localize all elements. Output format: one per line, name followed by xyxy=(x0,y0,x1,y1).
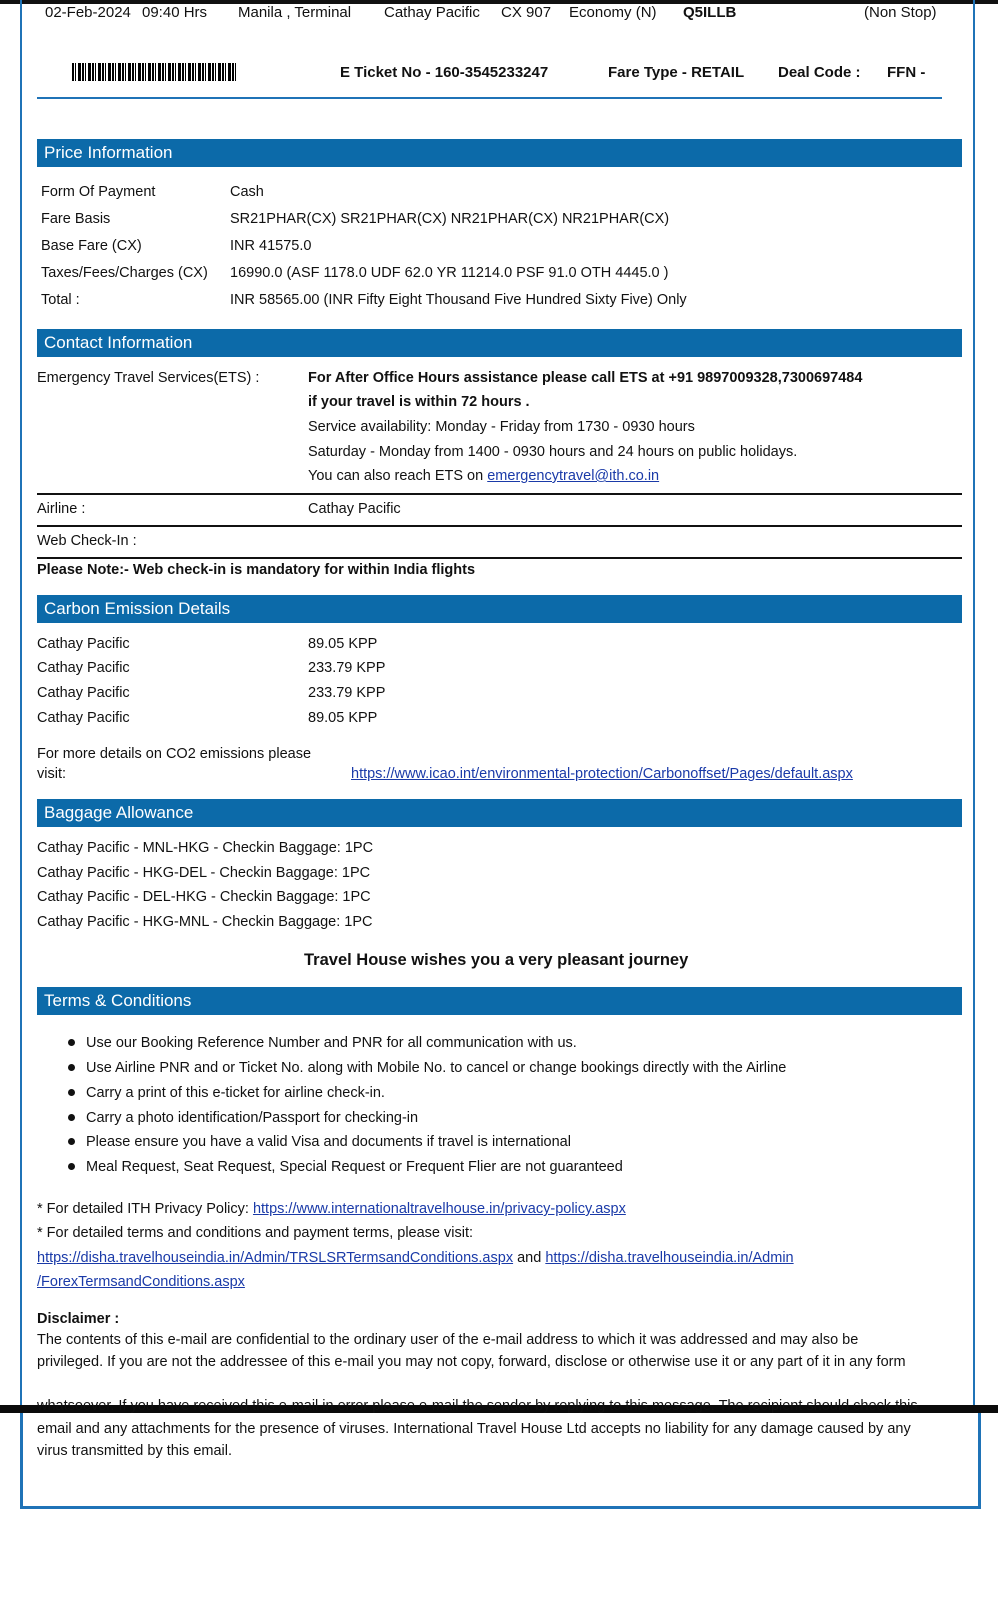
carbon-airline: Cathay Pacific xyxy=(37,710,130,726)
price-value: 16990.0 (ASF 1178.0 UDF 62.0 YR 11214.0 PSF 91.0 OTH 4445.0 ) xyxy=(230,265,669,281)
terms-item: Carry a print of this e-ticket for airline check-in. xyxy=(86,1085,385,1101)
baggage-section-header: Baggage Allowance xyxy=(37,799,962,827)
disclaimer-label: Disclaimer : xyxy=(37,1311,120,1327)
bullet-icon xyxy=(68,1064,75,1071)
terms-links-line xyxy=(37,1250,794,1266)
barcode-icon xyxy=(72,63,238,81)
header-divider xyxy=(37,97,942,99)
deal-code-value: FFN - xyxy=(887,64,926,81)
disclaimer-text: virus transmitted by this email. xyxy=(37,1443,233,1459)
price-value: Cash xyxy=(230,184,264,200)
privacy-prefix: * For detailed ITH Privacy Policy: xyxy=(37,1201,249,1217)
carbon-airline: Cathay Pacific xyxy=(37,685,130,701)
web-checkin-label: Web Check-In : xyxy=(37,533,137,549)
eticket-number: E Ticket No - 160-3545233247 xyxy=(340,64,549,81)
terms-item: Please ensure you have a valid Visa and documents if travel is international xyxy=(86,1134,571,1150)
carbon-value: 233.79 KPP xyxy=(308,685,386,701)
price-value: INR 41575.0 xyxy=(230,238,312,254)
privacy-policy-link[interactable]: https://www.internationaltravelhouse.in/privacy-policy.aspx xyxy=(252,1201,626,1217)
carbon-airline: Cathay Pacific xyxy=(37,660,130,676)
ets-within-72-hours: if your travel is within 72 hours . xyxy=(308,394,530,410)
bullet-icon xyxy=(68,1039,75,1046)
terms-and: and xyxy=(517,1250,542,1266)
terms-visit-line: * For detailed terms and conditions and payment terms, please visit: xyxy=(37,1225,474,1241)
contact-section-header: Contact Information xyxy=(37,329,962,357)
baggage-item: Cathay Pacific - HKG-DEL - Checkin Baggage: 1PC xyxy=(37,865,371,881)
terms-item: Use our Booking Reference Number and PNR for all communication with us. xyxy=(86,1035,577,1051)
deal-code-label: Deal Code : xyxy=(778,64,861,81)
divider xyxy=(37,525,962,527)
ets-email-prefix: You can also reach ETS on xyxy=(308,468,484,484)
flight-date: 02-Feb-2024 xyxy=(45,4,131,21)
carbon-value: 233.79 KPP xyxy=(308,660,386,676)
carbon-visit-label: visit: xyxy=(37,766,66,782)
terms-item: Meal Request, Seat Request, Special Request or Frequent Flier are not guaranteed xyxy=(86,1159,623,1175)
journey-wish: Travel House wishes you a very pleasant journey xyxy=(304,951,689,969)
price-section-header: Price Information xyxy=(37,139,962,167)
price-label: Fare Basis xyxy=(41,211,111,227)
forex-terms-link[interactable]: https://disha.travelhouseindia.in/Admin xyxy=(545,1250,794,1266)
carbon-value: 89.05 KPP xyxy=(308,710,378,726)
ets-email-link[interactable]: emergencytravel@ith.co.in xyxy=(487,468,660,484)
divider xyxy=(37,493,962,495)
price-value: INR 58565.00 (INR Fifty Eight Thousand Five Hundred Sixty Five) Only xyxy=(230,292,687,308)
terms-item: Use Airline PNR and or Ticket No. along with Mobile No. to cancel or change bookings directly with the Airline xyxy=(86,1060,787,1076)
bullet-icon xyxy=(68,1163,75,1170)
bullet-icon xyxy=(68,1138,75,1145)
price-label: Taxes/Fees/Charges (CX) xyxy=(41,265,208,281)
price-label: Form Of Payment xyxy=(41,184,156,200)
flight-airline: Cathay Pacific xyxy=(384,4,480,21)
terms-section-header: Terms & Conditions xyxy=(37,987,962,1015)
ets-weekend-availability: Saturday - Monday from 1400 - 0930 hours and 24 hours on public holidays. xyxy=(308,444,798,460)
disclaimer-text: email and any attachments for the presence of viruses. International Travel House Ltd accepts no liability for any damage caused by any xyxy=(37,1421,911,1437)
baggage-item: Cathay Pacific - MNL-HKG - Checkin Baggage: 1PC xyxy=(37,840,374,856)
carbon-value: 89.05 KPP xyxy=(308,636,378,652)
baggage-item: Cathay Pacific - DEL-HKG - Checkin Baggage: 1PC xyxy=(37,889,371,905)
airline-label: Airline : xyxy=(37,501,86,517)
flight-number: CX 907 xyxy=(501,4,552,21)
flight-origin: Manila , Terminal xyxy=(238,4,352,21)
ets-email-line xyxy=(308,468,659,484)
bullet-icon xyxy=(68,1114,75,1121)
flight-time: 09:40 Hrs xyxy=(142,4,208,21)
price-value: SR21PHAR(CX) SR21PHAR(CX) NR21PHAR(CX) NR21PHAR(CX) xyxy=(230,211,670,227)
carbon-airline: Cathay Pacific xyxy=(37,636,130,652)
baggage-item: Cathay Pacific - HKG-MNL - Checkin Baggage: 1PC xyxy=(37,914,373,930)
airline-value: Cathay Pacific xyxy=(308,501,401,517)
web-checkin-note: Please Note:- Web check-in is mandatory for within India flights xyxy=(37,562,476,578)
price-label: Total : xyxy=(41,292,80,308)
price-label: Base Fare (CX) xyxy=(41,238,142,254)
ets-label: Emergency Travel Services(ETS) : xyxy=(37,370,260,386)
disclaimer-text: whatsoever. If you have received this e-mail in error please e-mail the sender by replying to this message. The recipient should check this xyxy=(37,1398,918,1414)
flight-stops: (Non Stop) xyxy=(864,4,937,21)
disclaimer-text: The contents of this e-mail are confidential to the ordinary user of the e-mail address to which it was addressed and may also be xyxy=(37,1332,859,1348)
flight-pnr: Q5ILLB xyxy=(683,4,737,21)
ets-phone-line: For After Office Hours assistance please call ETS at +91 9897009328,7300697484 xyxy=(308,370,863,386)
fare-type: Fare Type - RETAIL xyxy=(608,64,745,81)
flight-cabin: Economy (N) xyxy=(569,4,657,21)
carbon-section-header: Carbon Emission Details xyxy=(37,595,962,623)
divider xyxy=(37,557,962,559)
bullet-icon xyxy=(68,1089,75,1096)
icao-link[interactable]: https://www.icao.int/environmental-protection/Carbonoffset/Pages/default.aspx xyxy=(351,766,853,782)
disclaimer-text: privileged. If you are not the addressee of this e-mail you may not copy, forward, disclose or otherwise use it or any part of it in any form xyxy=(37,1354,906,1370)
ets-service-availability: Service availability: Monday - Friday from 1730 - 0930 hours xyxy=(308,419,695,435)
privacy-policy-line xyxy=(37,1201,626,1217)
trslsr-terms-link[interactable]: https://disha.travelhouseindia.in/Admin/TRSLSRTermsandConditions.aspx xyxy=(37,1250,514,1266)
forex-terms-link-continued[interactable]: /ForexTermsandConditions.aspx xyxy=(37,1274,245,1290)
carbon-more-details: For more details on CO2 emissions please xyxy=(37,746,312,762)
terms-item: Carry a photo identification/Passport for checking-in xyxy=(86,1110,419,1126)
